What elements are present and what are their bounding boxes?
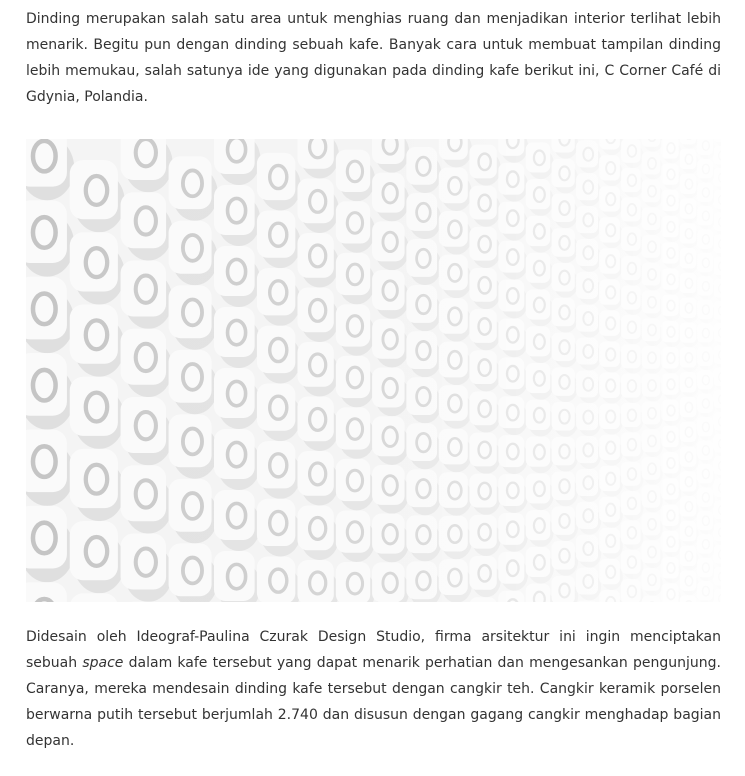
design-studio-paragraph [26, 624, 721, 754]
space-emphasis: space [82, 655, 124, 671]
paragraph-2-part-1: Didesain oleh Ideograf-Paulina Czurak Design Studio, firma arsitektur ini ingin menciptakan sebuah [26, 629, 721, 671]
cup-wall-photo [26, 139, 721, 602]
cup-wall-illustration [26, 139, 721, 602]
depth-fade-overlay [26, 139, 721, 602]
intro-paragraph: Dinding merupakan salah satu area untuk menghias ruang dan menjadikan interior terlihat lebih menarik. Begitu pun dengan dinding sebuah kafe. Banyak cara untuk membuat tampilan dinding lebih memukau, salah satunya ide yang digunakan pada dinding kafe berikut ini, C Corner Café di Gdynia, Polandia. [26, 11, 721, 105]
paragraph-2-part-2: dalam kafe tersebut yang dapat menarik perhatian dan mengesankan pengunjung. Caranya, mereka mendesain dinding kafe tersebut dengan cangkir teh. Cangkir keramik porselen berwarna putih tersebut berjumlah 2.740 dan disusun dengan gagang cangkir menghadap bagian depan. [26, 655, 721, 749]
